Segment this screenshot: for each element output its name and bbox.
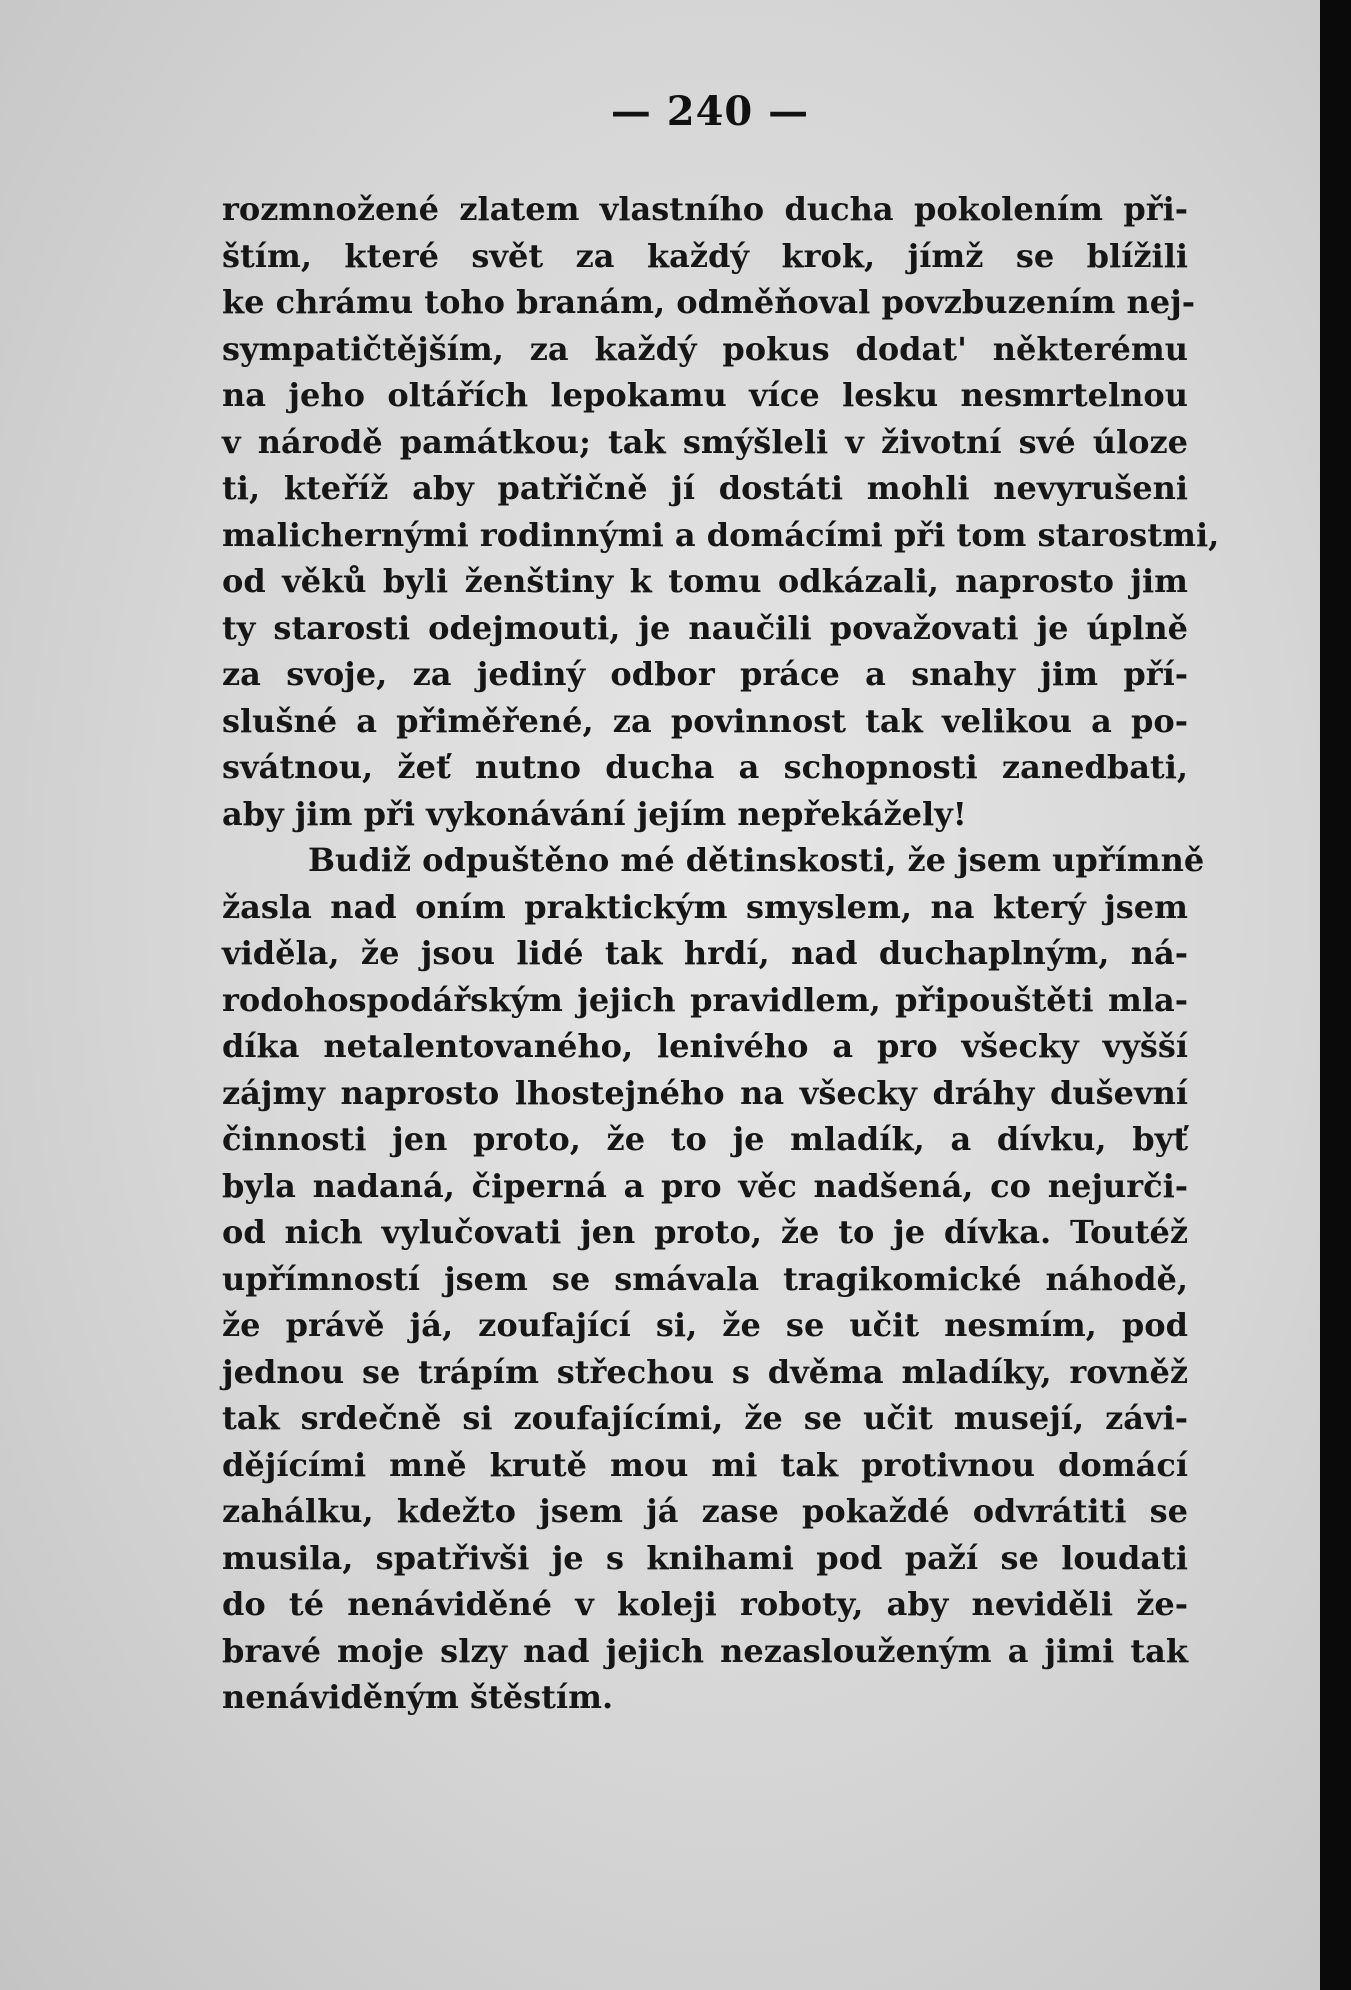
- text-line: štím, které svět za každý krok, jímž se blížili: [222, 236, 1188, 275]
- text-line: byla nadaná, čiperná a pro věc nadšená, co nejurči-: [222, 1166, 1188, 1205]
- text-line: v národě památkou; tak smýšleli v životní své úloze: [222, 422, 1188, 461]
- text-line: činnosti jen proto, že to je mladík, a dívku, byť: [222, 1120, 1188, 1158]
- text-line: upřímností jsem se smávala tragikomické náhodě,: [222, 1259, 1188, 1298]
- body-text: [222, 186, 1220, 1721]
- text-line: díka netalentovaného, lenivého a pro všecky vyšší: [222, 1027, 1188, 1065]
- text-line: žasla nad oním praktickým smyslem, na který jsem: [222, 887, 1188, 926]
- paragraph-start-line: Budiž odpuštěno mé dětinskosti, že jsem upřímně: [308, 841, 1205, 879]
- text-line: jednou se trápím střechou s dvěma mladíky, rovněž: [222, 1352, 1188, 1391]
- page-number: — 240 —: [610, 88, 810, 135]
- text-line: tak srdečně si zoufajícími, že se učit musejí, závi-: [222, 1399, 1188, 1437]
- text-line: svátnou, žeť nutno ducha a schopnosti zanedbati,: [222, 748, 1188, 786]
- text-line: musila, spatřivši je s knihami pod paží se loudati: [222, 1538, 1188, 1577]
- text-line: ti, kteříž aby patřičně jí dostáti mohli nevyrušeni: [222, 469, 1188, 507]
- text-line: do té nenáviděné v koleji roboty, aby neviděli že-: [222, 1585, 1188, 1623]
- paragraph-end-line: nenáviděným štěstím.: [222, 1678, 614, 1716]
- text-line: rozmnožené zlatem vlastního ducha pokolením při-: [222, 190, 1188, 228]
- text-line: bravé moje slzy nad jejich nezaslouženým a jimi tak: [222, 1631, 1188, 1670]
- text-line: že právě já, zoufající si, že se učit nesmím, pod: [222, 1306, 1188, 1344]
- scan-dark-edge: [1320, 0, 1351, 1990]
- paragraph-end-line: aby jim při vykonávání jejím nepřekážely!: [222, 794, 967, 833]
- text-line: od věků byli ženštiny k tomu odkázali, naprosto jim: [222, 562, 1188, 600]
- text-line: malichernými rodinnými a domácími při tom starostmi,: [222, 515, 1220, 554]
- text-line: rodohospodářským jejich pravidlem, připouštěti mla-: [222, 980, 1188, 1019]
- text-line: zahálku, kdežto jsem já zase pokaždé odvrátiti se: [222, 1492, 1188, 1530]
- text-line: slušné a přiměřené, za povinnost tak velikou a po-: [222, 701, 1188, 740]
- text-line: dějícími mně krutě mou mi tak protivnou domácí: [222, 1445, 1188, 1484]
- text-line: ke chrámu toho branám, odměňoval povzbuzením nej-: [222, 283, 1195, 321]
- text-line: na jeho oltářích lepokamu více lesku nesmrtelnou: [222, 376, 1188, 414]
- text-line: za svoje, za jediný odbor práce a snahy jim pří-: [222, 655, 1188, 693]
- text-line: viděla, že jsou lidé tak hrdí, nad duchaplným, ná-: [222, 934, 1188, 972]
- text-line: zájmy naprosto lhostejného na všecky dráhy duševní: [222, 1073, 1188, 1112]
- text-line: ty starosti odejmouti, je naučili považovati je úplně: [222, 608, 1188, 647]
- text-line: sympatičtějším, za každý pokus dodat' některému: [222, 329, 1188, 368]
- text-line: od nich vylučovati jen proto, že to je dívka. Toutéž: [222, 1213, 1188, 1251]
